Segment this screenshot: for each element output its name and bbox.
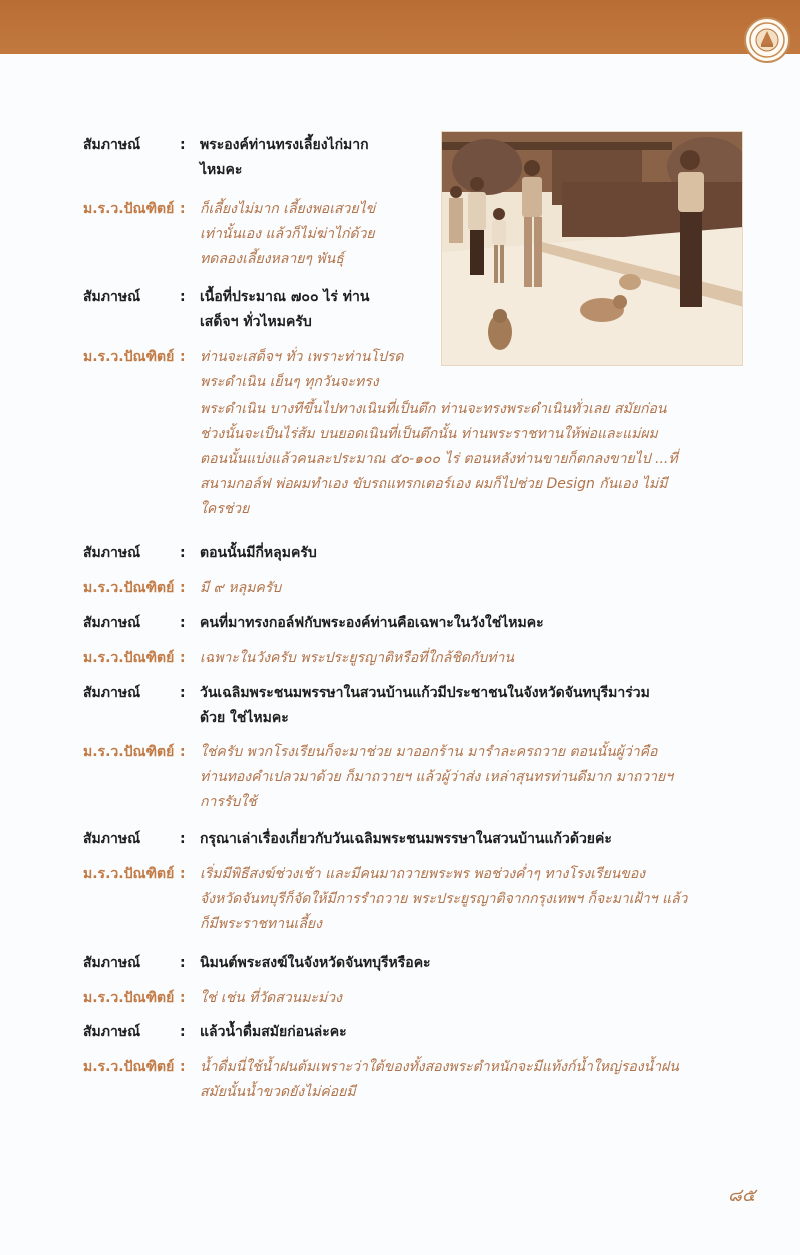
dialogue-answer	[83, 197, 428, 272]
dialogue-text	[200, 681, 740, 731]
speaker-label: สัมภาษณ์	[83, 685, 141, 701]
text-line: วันเฉลิมพระชนมพรรษาในสวนบ้านแก้วมีประชาชนในจังหวัดจันทบุรีมาร่วม	[200, 685, 650, 701]
dialogue-text	[200, 197, 428, 272]
text-line: คนที่มาทรงกอล์ฟกับพระองค์ท่านคือเฉพาะในวังใช่ไหมคะ	[200, 615, 544, 631]
dialogue-answer	[83, 345, 428, 395]
colon-separator: :	[180, 580, 186, 596]
page-number: ๘๕	[728, 1185, 756, 1206]
text-line: กรุณาเล่าเรื่องเกี่ยวกับวันเฉลิมพระชนมพรรษาในสวนบ้านแก้วด้วยค่ะ	[200, 831, 612, 847]
dialogue-question	[83, 1020, 740, 1045]
dialogue-answer	[83, 1055, 740, 1105]
speaker-label: สัมภาษณ์	[83, 615, 141, 631]
dialogue-text	[200, 1020, 740, 1045]
text-line: เสด็จฯ ทั่วไหมครับ	[200, 314, 312, 330]
text-line: เนื้อที่ประมาณ ๗๐๐ ไร่ ท่าน	[200, 289, 370, 305]
dialogue-text	[200, 541, 740, 566]
dialogue-question	[83, 681, 740, 731]
text-line: นิมนต์พระสงฆ์ในจังหวัดจันทบุรีหรือคะ	[200, 955, 431, 971]
text-line: ไหมคะ	[200, 162, 243, 178]
text-line: เท่านั้นเอง แล้วก็ไม่ฆ่าไก่ด้วย	[200, 226, 375, 242]
speaker-label: สัมภาษณ์	[83, 831, 141, 847]
text-line: พระองค์ท่านทรงเลี้ยงไก่มาก	[200, 137, 369, 153]
dialogue-answer	[83, 576, 740, 601]
dialogue-text	[200, 611, 740, 636]
dialogue-answer	[83, 986, 740, 1011]
dialogue-text	[200, 345, 428, 395]
dialogue-question	[83, 541, 740, 566]
text-line: ก็มีพระราชทานเลี้ยง	[200, 916, 322, 932]
colon-separator: :	[180, 685, 186, 701]
text-line: เริ่มมีพิธีสงฆ์ช่วงเช้า และมีคนมาถวายพระพร พอช่วงค่ำๆ ทางโรงเรียนของ	[200, 866, 646, 882]
text-line: ใครช่วย	[200, 501, 250, 517]
colon-separator: :	[180, 545, 186, 561]
colon-separator: :	[180, 615, 186, 631]
text-line: การรับใช้	[200, 794, 257, 810]
text-line: จังหวัดจันทบุรีก็จัดให้มีการรำถวาย พระประยูรญาติจากกรุงเทพฯ ก็จะมาเฝ้าฯ แล้ว	[200, 891, 688, 907]
dialogue-answer	[83, 740, 740, 815]
dialogue-text	[200, 986, 740, 1011]
text-line: พระดำเนิน เย็นๆ ทุกวันจะทรง	[200, 374, 379, 390]
speaker-label: สัมภาษณ์	[83, 955, 141, 971]
dialogue-question	[83, 611, 740, 636]
text-line: ตอนนั้นแบ่งแล้วคนละประมาณ ๕๐-๑๐๐ ไร่ ตอนหลังท่านขายก็ตกลงขายไป ...ที่	[200, 451, 678, 467]
colon-separator: :	[180, 990, 186, 1006]
header-band	[0, 0, 800, 54]
text-line: ด้วย ใช่ไหมคะ	[200, 710, 289, 726]
speaker-label: ม.ร.ว.ปัณฑิตย์	[83, 744, 175, 760]
dialogue-text	[200, 862, 740, 937]
speaker-label: สัมภาษณ์	[83, 1024, 141, 1040]
dialogue-text	[200, 133, 428, 183]
colon-separator: :	[180, 1024, 186, 1040]
text-line: ก็เลี้ยงไม่มาก เลี้ยงพอเสวยไข่	[200, 201, 376, 217]
dialogue-text	[200, 1055, 740, 1105]
speaker-label: สัมภาษณ์	[83, 137, 141, 153]
colon-separator: :	[180, 289, 186, 305]
speaker-label: ม.ร.ว.ปัณฑิตย์	[83, 1059, 175, 1075]
colon-separator: :	[180, 137, 186, 153]
speaker-label: ม.ร.ว.ปัณฑิตย์	[83, 990, 175, 1006]
text-line: สนามกอล์ฟ พ่อผมทำเอง ขับรถแทรกเตอร์เอง ผมก็ไปช่วย Design กันเอง ไม่มี	[200, 476, 668, 492]
sepia-photo-people-walking-with-dogs-icon	[441, 131, 743, 366]
dialogue-text	[200, 951, 740, 976]
text-line: ท่านจะเสด็จฯ ทั่ว เพราะท่านโปรด	[200, 349, 404, 365]
colon-separator: :	[180, 201, 186, 217]
dialogue-answer-continuation	[200, 397, 690, 522]
text-line: แล้วน้ำดื่มสมัยก่อนล่ะคะ	[200, 1024, 347, 1040]
colon-separator: :	[180, 831, 186, 847]
speaker-label: สัมภาษณ์	[83, 289, 141, 305]
text-line: ท่านทองคำเปลวมาด้วย ก็มาถวายฯ แล้วผู้ว่าส่ง เหล่าสุนทรท่านดีมาก มาถวายฯ	[200, 769, 674, 785]
dialogue-text	[200, 576, 740, 601]
colon-separator: :	[180, 1059, 186, 1075]
dialogue-text	[200, 646, 740, 671]
colon-separator: :	[180, 866, 186, 882]
text-line: ตอนนั้นมีกี่หลุมครับ	[200, 545, 317, 561]
dialogue-text	[200, 740, 740, 815]
speaker-label: ม.ร.ว.ปัณฑิตย์	[83, 866, 175, 882]
dialogue-answer	[83, 646, 740, 671]
dialogue-text	[200, 285, 428, 335]
colon-separator: :	[180, 349, 186, 365]
text-line: พระดำเนิน บางทีขึ้นไปทางเนินที่เป็นตึก ท่านจะทรงพระดำเนินทั่วเลย สมัยก่อน	[200, 401, 667, 417]
text-line: ใช่ครับ พวกโรงเรียนก็จะมาช่วย มาออกร้าน มารำละครถวาย ตอนนั้นผู้ว่าคือ	[200, 744, 658, 760]
text-line: ช่วงนั้นจะเป็นไร่ส้ม บนยอดเนินที่เป็นตึกนั้น ท่านพระราชทานให้พ่อและแม่ผม	[200, 426, 658, 442]
dialogue-text	[200, 827, 740, 852]
text-line: เฉพาะในวังครับ พระประยูรญาติหรือที่ใกล้ชิดกับท่าน	[200, 650, 514, 666]
text-line: มี ๙ หลุมครับ	[200, 580, 282, 596]
dialogue-question	[83, 285, 428, 335]
dialogue-answer	[83, 862, 740, 937]
colon-separator: :	[180, 955, 186, 971]
speaker-label: สัมภาษณ์	[83, 545, 141, 561]
dialogue-question	[83, 827, 740, 852]
dialogue-question	[83, 951, 740, 976]
royal-seal-emblem-icon	[744, 17, 790, 63]
colon-separator: :	[180, 650, 186, 666]
speaker-label: ม.ร.ว.ปัณฑิตย์	[83, 349, 175, 365]
dialogue-question	[83, 133, 428, 183]
speaker-label: ม.ร.ว.ปัณฑิตย์	[83, 650, 175, 666]
text-line: ทดลองเลี้ยงหลายๆ พันธุ์	[200, 251, 344, 267]
speaker-label: ม.ร.ว.ปัณฑิตย์	[83, 201, 175, 217]
colon-separator: :	[180, 744, 186, 760]
speaker-label: ม.ร.ว.ปัณฑิตย์	[83, 580, 175, 596]
text-line: ใช่ เช่น ที่วัดสวนมะม่วง	[200, 990, 342, 1006]
text-line: น้ำดื่มนี่ใช้น้ำฝนต้มเพราะว่าใต้ของทั้งสองพระตำหนักจะมีแท้งก์น้ำใหญ่รองน้ำฝน	[200, 1059, 679, 1075]
text-line: สมัยนั้นน้ำขวดยังไม่ค่อยมี	[200, 1084, 356, 1100]
